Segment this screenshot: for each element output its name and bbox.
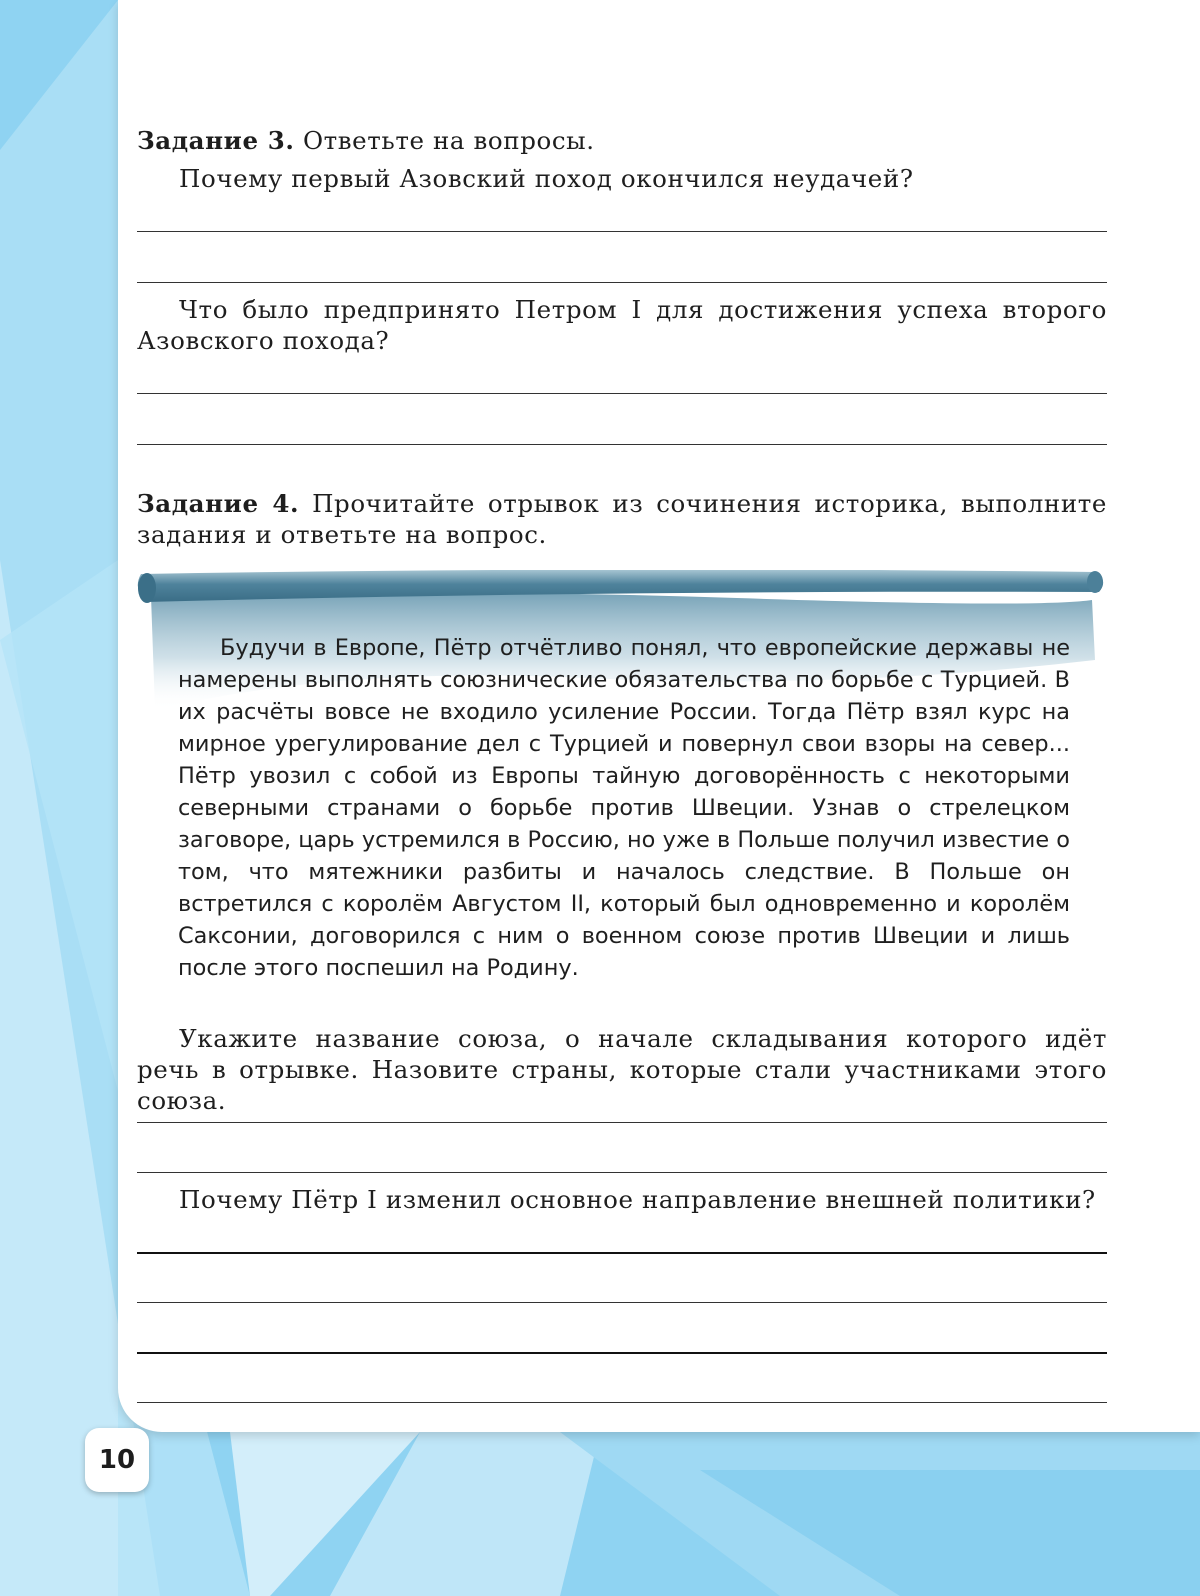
historian-excerpt	[178, 632, 1070, 984]
answer-line[interactable]	[137, 1172, 1107, 1173]
answer-line[interactable]	[137, 1252, 1107, 1254]
answer-line[interactable]	[137, 282, 1107, 283]
answer-line[interactable]	[137, 1352, 1107, 1354]
task3-question1: Почему первый Азовский поход окончился неудачей?	[179, 164, 914, 193]
page-number: 10	[85, 1428, 149, 1492]
task3-instruction: Ответьте на вопросы.	[302, 126, 595, 155]
task3-label: Задание 3.	[137, 126, 295, 155]
answer-line[interactable]	[137, 393, 1107, 394]
answer-line[interactable]	[137, 231, 1107, 232]
answer-line[interactable]	[137, 444, 1107, 445]
task4-label: Задание 4.	[137, 489, 300, 518]
answer-line[interactable]	[137, 1302, 1107, 1303]
task4-question2: Почему Пётр I изменил основное направление внешней политики?	[179, 1185, 1096, 1214]
answer-line[interactable]	[137, 1402, 1107, 1403]
task4-instruction: Прочитайте отрывок из сочинения историка, выполните задания и ответьте на вопрос.	[137, 489, 1108, 549]
task4-question1: Укажите название союза, о начале складывания которого идёт речь в отрывке. Назовите страны, которые стали участниками этого союза.	[137, 1024, 1107, 1115]
excerpt-text: Будучи в Европе, Пётр отчётливо понял, что европейские державы не намерены выполнять союзнические обязательства по борьбе с Турцией. В их расчёты вовсе не входило усиление России. Тогда Пётр взял курс на мирное урегулирование дел с Турцией и повернул свои взоры на север... Пётр увозил с собой из Европы тайную договорённость с некоторыми северными странами о борьбе против Швеции. Узнав о стрелецком заговоре, царь устремился в Россию, но уже в Польше получил известие о том, что мятежники разбиты и началось следствие. В Польше он встретился с королём Августом II, который был одновременно и королём Саксонии, договорился с ним о военном союзе против Швеции и лишь после этого поспешил на Родину.	[178, 635, 1070, 981]
task3-heading	[137, 125, 595, 156]
task3-question2: Что было предпринято Петром I для достижения успеха второго Азовского похода?	[137, 295, 1107, 355]
task4-heading	[137, 488, 1107, 550]
answer-line[interactable]	[137, 1122, 1107, 1123]
